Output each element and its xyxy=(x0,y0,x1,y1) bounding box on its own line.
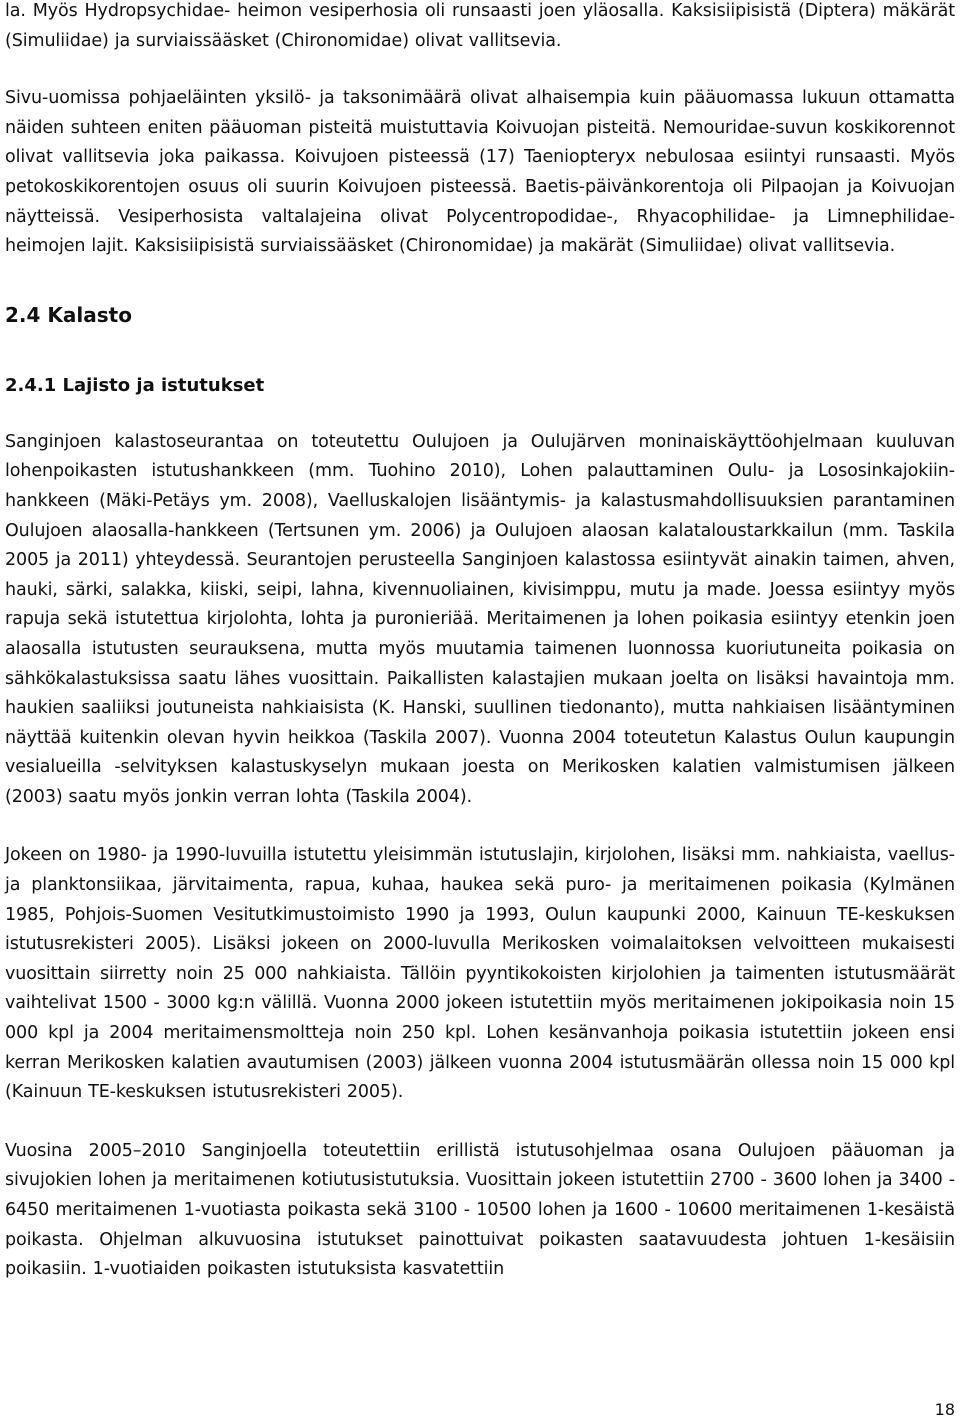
section-gap xyxy=(5,262,955,302)
paragraph-continued: la. Myös Hydropsychidae- heimon vesiperhosia oli runsaasti joen yläosalla. Kaksisiipisistä (Diptera) mäkärät (Simuliidae) ja surviaissääsket (Chironomidae) olivat vallitsevia. xyxy=(5,1,955,51)
paragraph-gap xyxy=(5,56,955,84)
page-number: 18 xyxy=(934,1400,955,1419)
paragraph-istutusohjelma-2005-2010: Vuosina 2005–2010 Sanginjoella toteutettiin erillistä istutusohjelmaa osana Oulujoen pääuoman ja sivujokien lohen ja meritaimenen kotiutusistutuksia. Vuosittain jokeen istutettiin 2700 - 3600 lohen ja 3400 - 6450 meritaimenen 1-vuotiasta poikasta sekä 3100 - 10500 lohen ja 1600 - 10600 meritaimenen 1-kesäistä poikasta. Ohjelman alkuvuosina istutukset painottuivat poikasten saatavuudesta johtuen 1-kesäisiin poikasiin. 1-vuotiaiden poikasten istutuksista kasvatettiin xyxy=(5,1140,955,1280)
paragraph-istutukset-1980-1990: Jokeen on 1980- ja 1990-luvuilla istutettu yleisimmän istutuslajin, kirjolohen, lisäksi mm. nahkiaista, vaellus- ja planktonsiikaa, järvitaimenta, rapua, kuhaa, haukea sekä puro- ja meritaimenen poikasia (Kylmänen 1985, Pohjois-Suomen Vesitutkimustoimisto 1990 ja 1993, Oulun kaupunki 2000, Kainuun TE-keskuksen istutusrekisteri 2005). Lisäksi jokeen on 2000-luvulla Merikosken voimalaitoksen velvoitteen mukaisesti vuosittain siirretty noin 25 000 nahkiaista. Tällöin pyyntikokoisten kirjolohien ja taimenten istutusmäärät vaihtelivat 1500 - 3000 kg:n välillä. Vuonna 2000 jokeen istutettiin myös meritaimenen jokipoikasia noin 15 000 kpl ja 2004 meritaimensmoltteja noin 250 kpl. Lohen kesänvanhoja poikasia istutettiin jokeen ensi kerran Merikosken kalatien avautumisen (2003) jälkeen vuonna 2004 istutusmäärän ollessa noin 15 000 kpl (Kainuun TE-keskuksen istutusrekisteri 2005). xyxy=(5,845,955,1103)
section-heading: 2.4 Kalasto xyxy=(5,302,132,327)
heading-gap xyxy=(5,398,955,428)
document-page xyxy=(5,0,955,1285)
paragraph-gap xyxy=(5,812,955,841)
subsection-heading: 2.4.1 Lajisto ja istutukset xyxy=(5,374,265,396)
paragraph-sivu-uomat: Sivu-uomissa pohjaeläinten yksilö- ja taksonimäärä olivat alhaisempia kuin pääuomassa lukuun ottamatta näiden suhteen eniten pääuoman pisteitä muistuttavia Koivuojan pisteitä. Nemouridae-suvun koskikorennot olivat vallitsevia joka paikassa. Koivujoen pisteessä (17) Taeniopteryx nebulosaa esiintyi runsaasti. Myös petokoskikorentojen osuus oli suurin Koivujoen pisteessä. Baetis-päivänkorentoja oli Pilpaojan ja Koivuojan näytteissä. Vesiperhosista valtalajeina olivat Polycentropodidae-, Rhyacophilidae- ja Limnephilidae- heimojen lajit. Kaksisiipisistä surviaissääsket (Chironomidae) ja makärät (Simuliidae) olivat vallitsevia. xyxy=(5,88,955,257)
paragraph-kalastoseuranta: Sanginjoen kalastoseurantaa on toteutettu Oulujoen ja Oulujärven moninaiskäyttöohjelmaan kuuluvan lohenpoikasten istutushankkeen (mm. Tuohino 2010), Lohen palauttaminen Oulu- ja Lososinkajokiin-hankkeen (Mäki-Petäys ym. 2008), Vaelluskalojen lisääntymis- ja kalastusmahdollisuuksien parantaminen Oulujoen alaosalla-hankkeen (Tertsunen ym. 2006) ja Oulujoen alaosan kalataloustarkkailun (mm. Taskila 2005 ja 2011) yhteydessä. Seurantojen perusteella Sanginjoen kalastossa esiintyvät ainakin taimen, ahven, hauki, särki, salakka, kiiski, seipi, lahna, kivennuoliainen, kivisimppu, mutu ja made. Joessa esiintyy myös rapuja sekä istutettua kirjolohta, lohta ja puronieriää. Meritaimenen ja lohen poikasia esiintyy etenkin joen alaosalla istutusten seurauksena, mutta myös muutamia taimenen luonnossa kuoriutuneita poikasia on sähkökalastuksissa saatu lähes vuosittain. Paikallisten kalastajien mukaan joelta on lisäksi havaintoja mm. haukien saaliiksi joutuneista nahkiaisista (K. Hanski, suullinen tiedonanto), mutta nahkiaisen lisääntyminen näyttää kuitenkin olevan hyvin heikkoa (Taskila 2007). Vuonna 2004 toteutetun Kalastus Oulun kaupungin vesialueilla -selvityksen kalastuskyselyn mukaan joesta on Merikosken kalatien valmistumisen jälkeen (2003) saatu myös jonkin verran lohta (Taskila 2004). xyxy=(5,431,955,807)
paragraph-gap xyxy=(5,1108,955,1137)
heading-gap xyxy=(5,328,955,374)
